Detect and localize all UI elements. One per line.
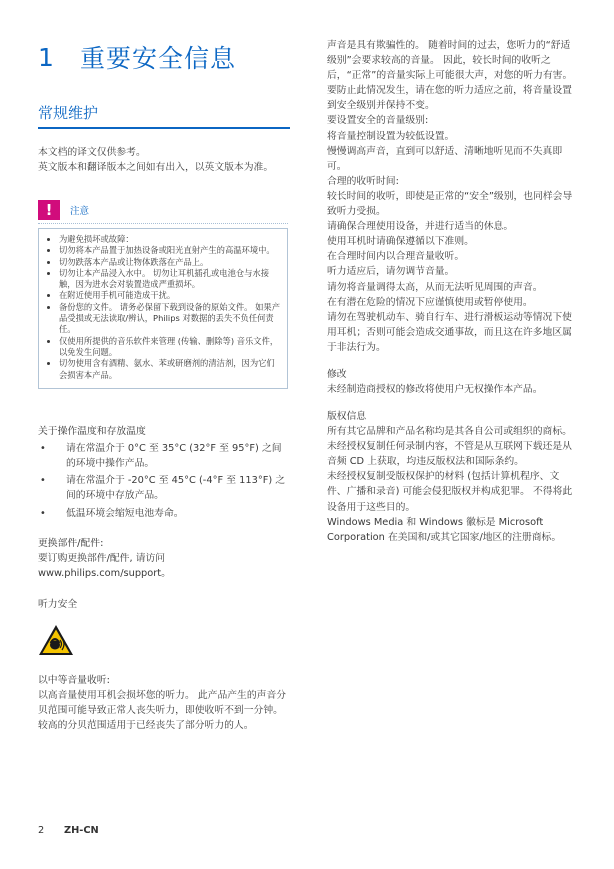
spacer: [327, 397, 577, 409]
note-item: • 切勿使用含有酒精、氨水、苯或研磨剂的清洁剂，因为它们会损害本产品。: [59, 358, 281, 381]
parts-text: 要订购更换部件/配件, 请访问 www.philips.com/support。: [38, 552, 171, 579]
intro-line-2: 英文版本和翻译版本之间如有出入，以英文版本为准。: [38, 162, 274, 173]
hearing-paragraph: 声音是具有欺骗性的。 随着时间的过去，您听力的“舒适级别”会要求较高的音量。 因此，较长时间的收听之后，“正常”的音量实际上可能很大声，对您的听力有害。 要防止此情况发生，请在您的听力适应之前，将音量设置到安全级别并保持不变。: [327, 40, 573, 112]
copyright-heading: 版权信息: [327, 411, 367, 423]
intro-line-1: 本文档的译文仅供参考。: [38, 147, 146, 158]
section-title-general: 常规维护: [38, 102, 290, 129]
note-item: • 切勿让本产品浸入水中。 切勿让耳机插孔或电池仓与水接触，因为进水会对装置造成严重损坏。: [59, 268, 281, 291]
temperature-list: [38, 441, 290, 521]
chapter-number: 1: [38, 42, 54, 72]
copyright-paragraph: 未经授权复制受版权保护的材料 (包括计算机程序、文件、广播和录音) 可能会侵犯版权并构成犯罪。 不得将此设备用于这些目的。: [327, 471, 573, 513]
note-item: • 备份您的文件。 请务必保留下载到设备的原始文件。 如果产品受损或无法读取/辨认，Philips 对数据的丢失不负任何责任。: [59, 302, 281, 336]
right-column: [327, 38, 577, 545]
medium-volume-heading: 以中等音量收听:: [38, 674, 110, 686]
exclamation-icon: !: [38, 200, 60, 220]
copyright-paragraph: 所有其它品牌和产品名称均是其各自公司或组织的商标。: [327, 426, 572, 438]
page-number: 2: [38, 825, 45, 836]
hearing-paragraph: 在合理时间内以合理音量收听。: [327, 251, 465, 263]
parts-heading: 更换部件/配件:: [38, 537, 104, 549]
temperature-heading: 关于操作温度和存放温度: [38, 425, 146, 437]
hearing-paragraph: 在有潜在危险的情况下应谨慎使用或暂停使用。: [327, 296, 533, 308]
language-code: ZH-CN: [64, 825, 99, 836]
intro-text: [38, 145, 283, 175]
hearing-paragraph: 听力适应后，请勿调节音量。: [327, 266, 455, 278]
note-label: 注意: [70, 206, 90, 217]
hearing-warning-icon: [38, 624, 74, 656]
hearing-paragraph: 使用耳机时请确保遵循以下准则。: [327, 236, 474, 248]
hearing-paragraph: 请勿在驾驶机动车、骑自行车、进行滑板运动等情况下使用耳机；否则可能会造成交通事故，而且这在许多地区属于非法行为。: [327, 311, 572, 353]
left-column: [38, 38, 290, 733]
modification-text: 未经制造商授权的修改将使用户无权操作本产品。: [327, 383, 543, 395]
hearing-paragraph: 较长时间的收听，即使是正常的“安全”级别，也同样会导致听力受损。: [327, 190, 573, 218]
chapter-title: 重要安全信息: [80, 44, 237, 73]
hearing-paragraph: 请勿将音量调得太高，从而无法听见周围的声音。: [327, 281, 543, 293]
note-list: [49, 234, 281, 381]
spacer: [327, 355, 577, 367]
hearing-paragraph: 请确保合理使用设备，并进行适当的休息。: [327, 221, 514, 233]
medium-volume-text: 以高音量使用耳机会损坏您的听力。 此产品产生的声音分贝范围可能导致正常人丧失听力，即使收听不到一分钟。 较高的分贝范围适用于已经丧失了部分听力的人。: [38, 689, 287, 731]
temperature-item: • 请在常温介于 -20°C 至 45°C (-4°F 至 113°F) 之间的环境中存放产品。: [38, 473, 290, 503]
hearing-safety-heading: 听力安全: [38, 598, 78, 610]
hearing-paragraph: 要设置安全的音量级别:: [327, 115, 429, 127]
note-item: • 在附近使用手机可能造成干扰。: [59, 290, 281, 301]
note-item: • 切勿跌落本产品或让物体跌落在产品上。: [59, 257, 281, 268]
chapter-heading: [38, 38, 290, 76]
hearing-paragraph: 合理的收听时间:: [327, 175, 399, 187]
temperature-item: • 请在常温介于 0°C 至 35°C (32°F 至 95°F) 之间的环境中操作产品。: [38, 441, 290, 471]
note-item: • 为避免损坏或故障：: [59, 234, 281, 245]
note-item: • 仅使用所提供的音乐软件来管理 (传输、删除等) 音乐文件，以免发生问题。: [59, 336, 281, 359]
copyright-paragraph: Windows Media 和 Windows 徽标是 Microsoft Corporation 在美国和/或其它国家/地区的注册商标。: [327, 516, 562, 543]
hearing-paragraph: 将音量控制设置为较低设置。: [327, 130, 455, 142]
note-item: • 切勿将本产品置于加热设备或阳光直射产生的高温环境中。: [59, 245, 281, 256]
copyright-paragraph: 未经授权复制任何录制内容，不管是从互联网下载还是从音频 CD 上获取，均违反版权法和国际条约。: [327, 441, 572, 468]
temperature-item: • 低温环境会缩短电池寿命。: [38, 506, 290, 521]
note-header: [38, 200, 288, 224]
hearing-paragraph: 慢慢调高声音，直到可以舒适、清晰地听见而不失真即可。: [327, 145, 563, 172]
page-footer: [38, 825, 99, 836]
modification-heading: 修改: [327, 368, 347, 380]
note-box: [38, 228, 288, 389]
